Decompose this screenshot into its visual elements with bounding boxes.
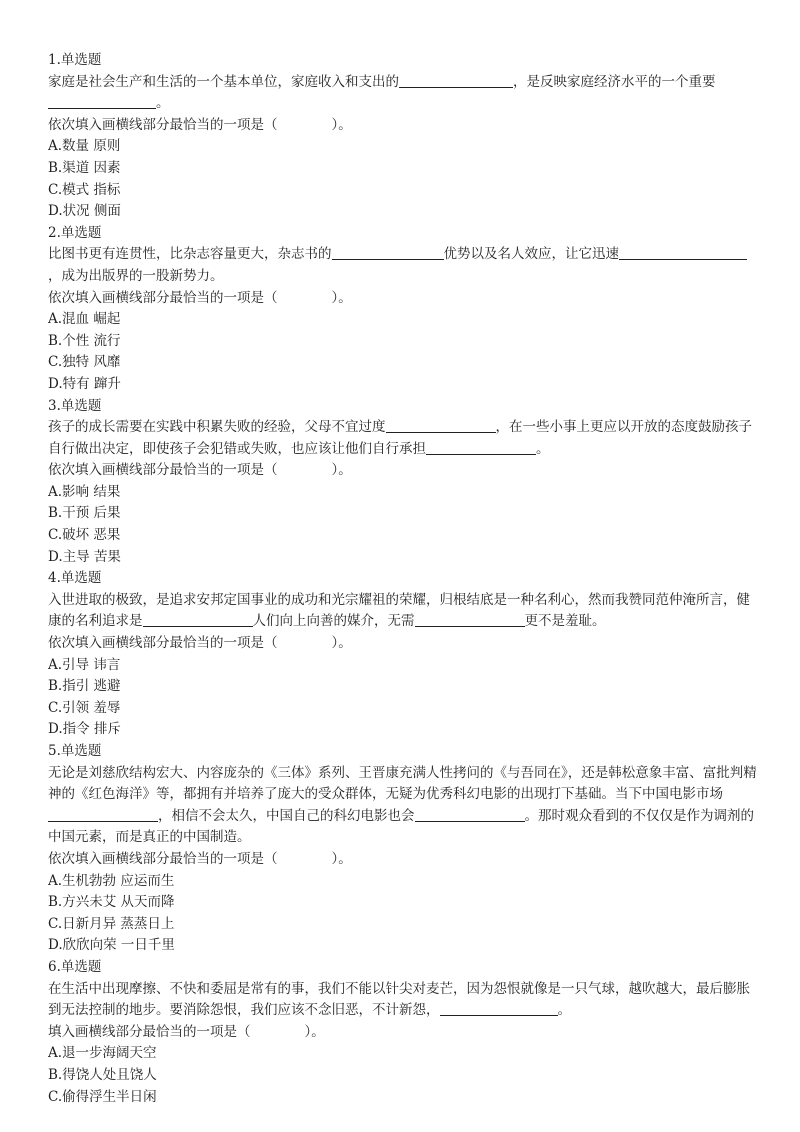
answer-blank — [619, 244, 747, 260]
question-2 — [48, 223, 758, 396]
question-prompt: 依次填入画横线部分最恰当的一项是（ ）。 — [48, 116, 352, 133]
question-6 — [48, 957, 758, 1108]
question-4 — [48, 568, 758, 741]
option-c: C.引领 羞辱 — [48, 699, 121, 716]
question-prompt: 依次填入画横线部分最恰当的一项是（ ）。 — [48, 462, 352, 479]
option-b: B.得饶人处且饶人 — [48, 1066, 157, 1083]
question-prompt: 依次填入画横线部分最恰当的一项是（ ）。 — [48, 850, 352, 867]
option-d: D.主导 苦果 — [48, 548, 121, 565]
question-stem: 比图书更有连贯性，比杂志容量更大，杂志书的 优势以及名人效应，让它迅速，成为出版界的一股新势力。 — [48, 244, 758, 287]
option-a: A.混血 崛起 — [48, 311, 121, 328]
question-3 — [48, 396, 758, 569]
option-a: A.影响 结果 — [48, 483, 121, 500]
answer-blank — [415, 611, 525, 627]
answer-blank — [415, 806, 525, 822]
option-d: D.欣欣向荣 一日千里 — [48, 937, 175, 954]
question-stem: 在生活中出现摩擦、不快和委屈是常有的事，我们不能以针尖对麦芒，因为怨恨就像是一只气球，越吹越大，最后膨胀到无法控制的地步。要消除怨恨，我们应该不念旧恶，不计新怨， 。 — [48, 980, 750, 1019]
option-b: B.指引 逃避 — [48, 678, 121, 695]
question-title: 3.单选题 — [48, 397, 102, 414]
question-1 — [48, 50, 758, 223]
option-c: C.独特 风靡 — [48, 354, 121, 371]
question-stem: 孩子的成长需要在实践中积累失败的经验，父母不宜过度 ，在一些小事上更应以开放的态度鼓励孩子自行做出决定，即使孩子会犯错或失败，也应该让他们自行承担 。 — [48, 419, 752, 457]
option-d: D.状况 侧面 — [48, 203, 121, 220]
option-d: D.指令 排斥 — [48, 721, 121, 738]
option-c: C.偷得浮生半日闲 — [48, 1088, 157, 1105]
question-prompt: 依次填入画横线部分最恰当的一项是（ ）。 — [48, 635, 352, 652]
option-c: C.日新月异 蒸蒸日上 — [48, 915, 175, 932]
answer-blank — [48, 806, 158, 822]
option-b: B.渠道 因素 — [48, 159, 121, 176]
option-a: A.数量 原则 — [48, 138, 121, 155]
answer-blank — [143, 611, 253, 627]
answer-blank — [332, 244, 444, 260]
question-title: 2.单选题 — [48, 224, 102, 241]
answer-blank — [48, 93, 156, 109]
option-b: B.方兴未艾 从天而降 — [48, 894, 175, 911]
answer-blank — [426, 439, 536, 455]
option-b: B.个性 流行 — [48, 332, 121, 349]
question-title: 6.单选题 — [48, 958, 102, 975]
question-prompt: 填入画横线部分最恰当的一项是（ ）。 — [48, 1023, 325, 1040]
question-title: 5.单选题 — [48, 743, 102, 759]
question-title: 1.单选题 — [48, 52, 102, 68]
option-c: C.破坏 恶果 — [48, 527, 121, 544]
answer-blank — [399, 72, 513, 88]
question-prompt: 依次填入画横线部分最恰当的一项是（ ）。 — [48, 289, 352, 306]
question-stem: 无论是刘慈欣结构宏大、内容庞杂的《三体》系列、王晋康充满人性拷问的《与吾同在》，还是韩松意象丰富、富批判精神的《红色海洋》等，都拥有并培养了庞大的受众群体，无疑为优秀科幻电影的出现打下基础。当下中国电影市场，相信不会太久，中国自己的科幻电影也会 。那时观众看到的不仅仅是作为调剂的中国元素，而是真正的中国制造。 — [48, 764, 757, 846]
option-a: A.引导 讳言 — [48, 656, 121, 673]
option-a: A.生机勃勃 应运而生 — [48, 872, 175, 889]
answer-blank — [386, 417, 496, 433]
question-stem: 入世进取的极致，是追求安邦定国事业的成功和光宗耀祖的荣耀，归根结底是一种名利心，然而我赞同范仲淹所言，健康的名利追求是 人们向上向善的媒介，无需 更不是羞耻。 — [48, 591, 750, 630]
option-c: C.模式 指标 — [48, 181, 121, 198]
question-stem: 家庭是社会生产和生活的一个基本单位，家庭收入和支出的 ，是反映家庭经济水平的一个重要。 — [48, 73, 716, 112]
option-b: B.干预 后果 — [48, 505, 121, 522]
question-5 — [48, 741, 758, 957]
option-a: A.退一步海阔天空 — [48, 1045, 157, 1062]
option-d: D.特有 蹿升 — [48, 375, 121, 392]
answer-blank — [440, 1000, 558, 1016]
question-title: 4.单选题 — [48, 570, 102, 587]
